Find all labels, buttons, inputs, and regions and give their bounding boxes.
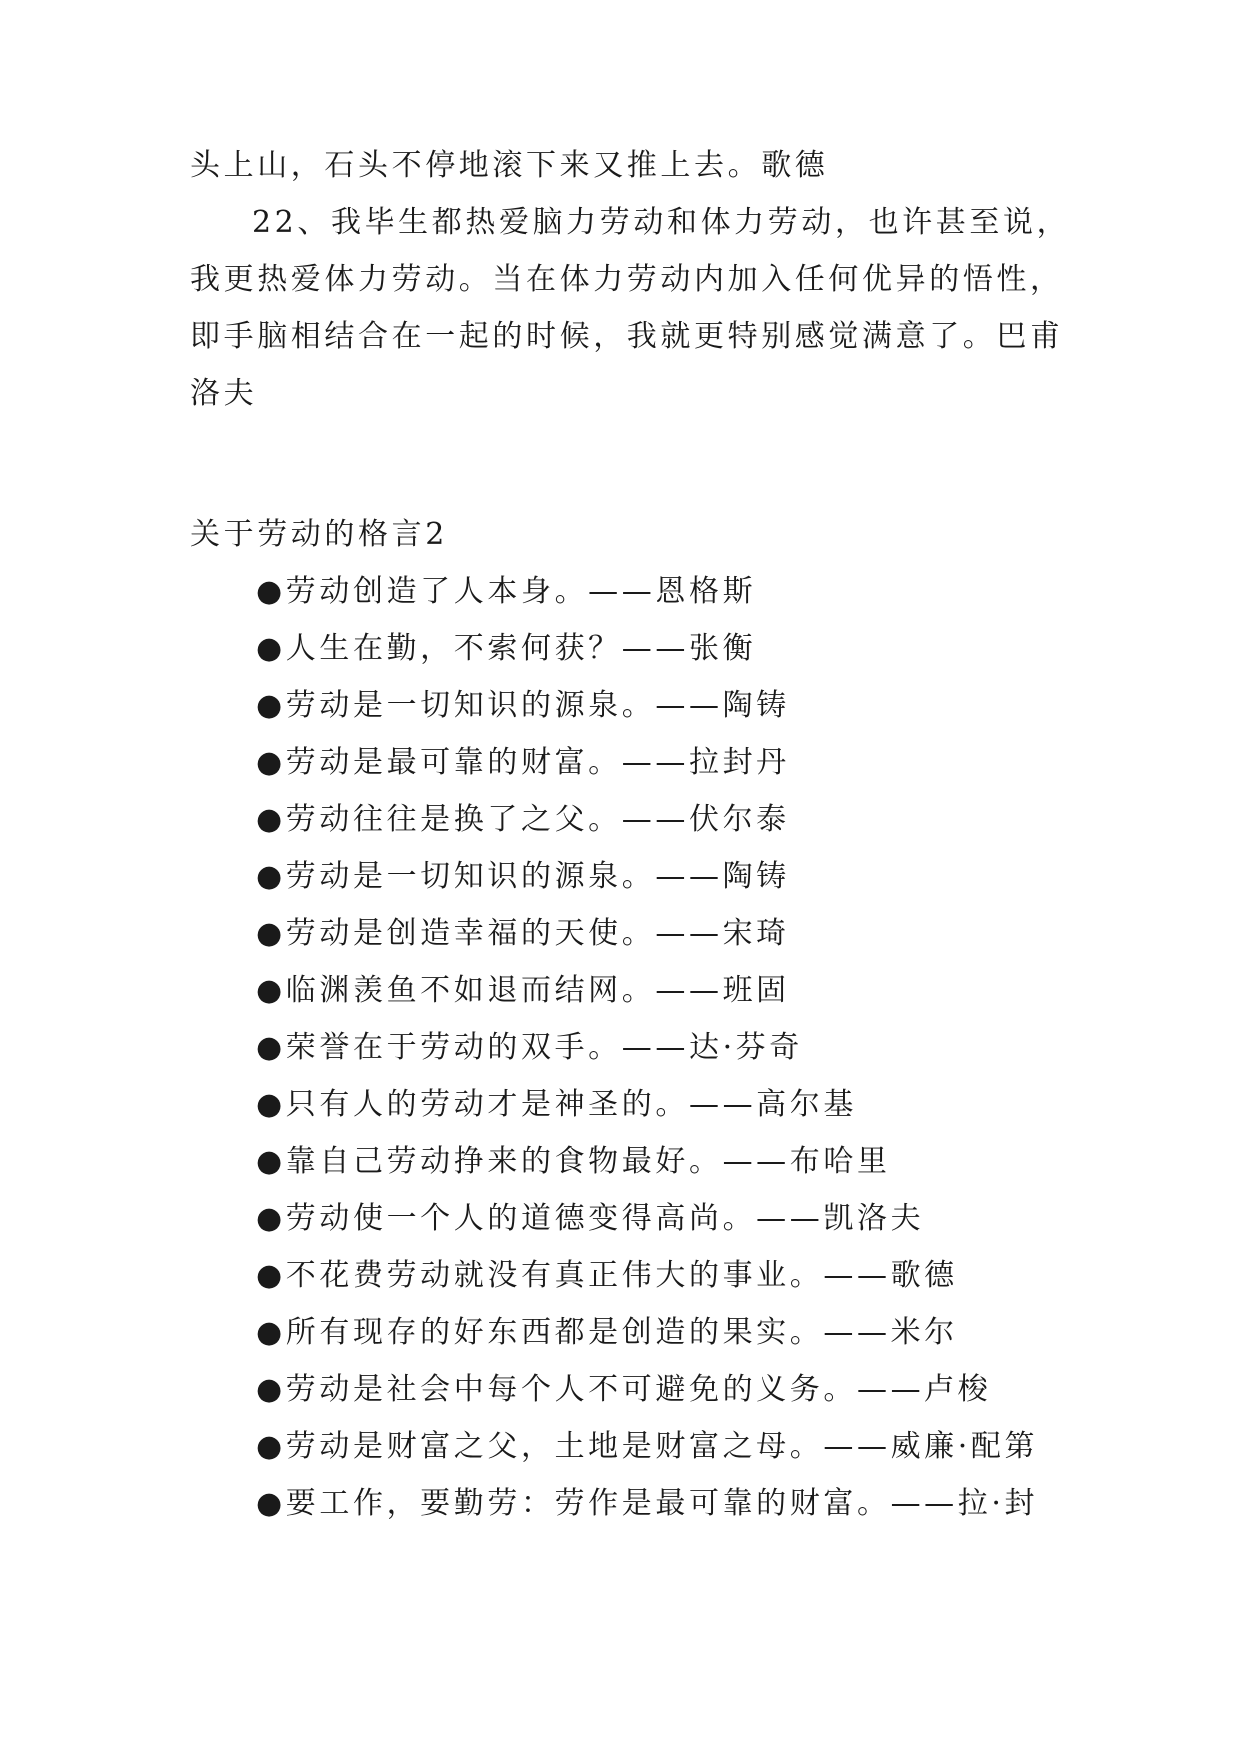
- quote-item: ●荣誉在于劳动的双手。——达·芬奇: [256, 1030, 803, 1065]
- paragraph-tail-line: 头上山，石头不停地滚下来又推上去。歌德: [190, 148, 829, 183]
- quote-item: ●劳动是最可靠的财富。——拉封丹: [256, 745, 790, 780]
- quote-item: ●只有人的劳动才是神圣的。——高尔基: [256, 1087, 857, 1122]
- paragraph-22-line-3: 即手脑相结合在一起的时候，我就更特别感觉满意了。巴甫: [190, 319, 1064, 354]
- quote-item: ●劳动是一切知识的源泉。——陶铸: [256, 859, 790, 894]
- quote-item: ●不花费劳动就没有真正伟大的事业。——歌德: [256, 1258, 958, 1293]
- quote-item: ●所有现存的好东西都是创造的果实。——米尔: [256, 1315, 958, 1350]
- quote-item: ●临渊羡鱼不如退而结网。——班固: [256, 973, 790, 1008]
- quote-item: ●人生在勤，不索何获？——张衡: [256, 631, 757, 666]
- paragraph-22-line-2: 我更热爱体力劳动。当在体力劳动内加入任何优异的悟性，: [190, 262, 1064, 297]
- quote-item: ●要工作，要勤劳：劳作是最可靠的财富。——拉·封: [256, 1486, 1039, 1521]
- quote-item: ●劳动往往是换了之父。——伏尔泰: [256, 802, 790, 837]
- section-heading: 关于劳动的格言2: [190, 517, 448, 552]
- quote-item: ●劳动创造了人本身。——恩格斯: [256, 574, 757, 609]
- paragraph-22-line-1: 22、我毕生都热爱脑力劳动和体力劳动，也许甚至说，: [252, 205, 1071, 240]
- quote-item: ●靠自己劳动挣来的食物最好。——布哈里: [256, 1144, 891, 1179]
- quote-item: ●劳动是财富之父，土地是财富之母。——威廉·配第: [256, 1429, 1039, 1464]
- paragraph-22-line-4: 洛夫: [190, 376, 258, 411]
- quote-item: ●劳动是创造幸福的天使。——宋琦: [256, 916, 790, 951]
- quote-item: ●劳动使一个人的道德变得高尚。——凯洛夫: [256, 1201, 925, 1236]
- quote-item: ●劳动是社会中每个人不可避免的义务。——卢梭: [256, 1372, 992, 1407]
- quote-item: ●劳动是一切知识的源泉。——陶铸: [256, 688, 790, 723]
